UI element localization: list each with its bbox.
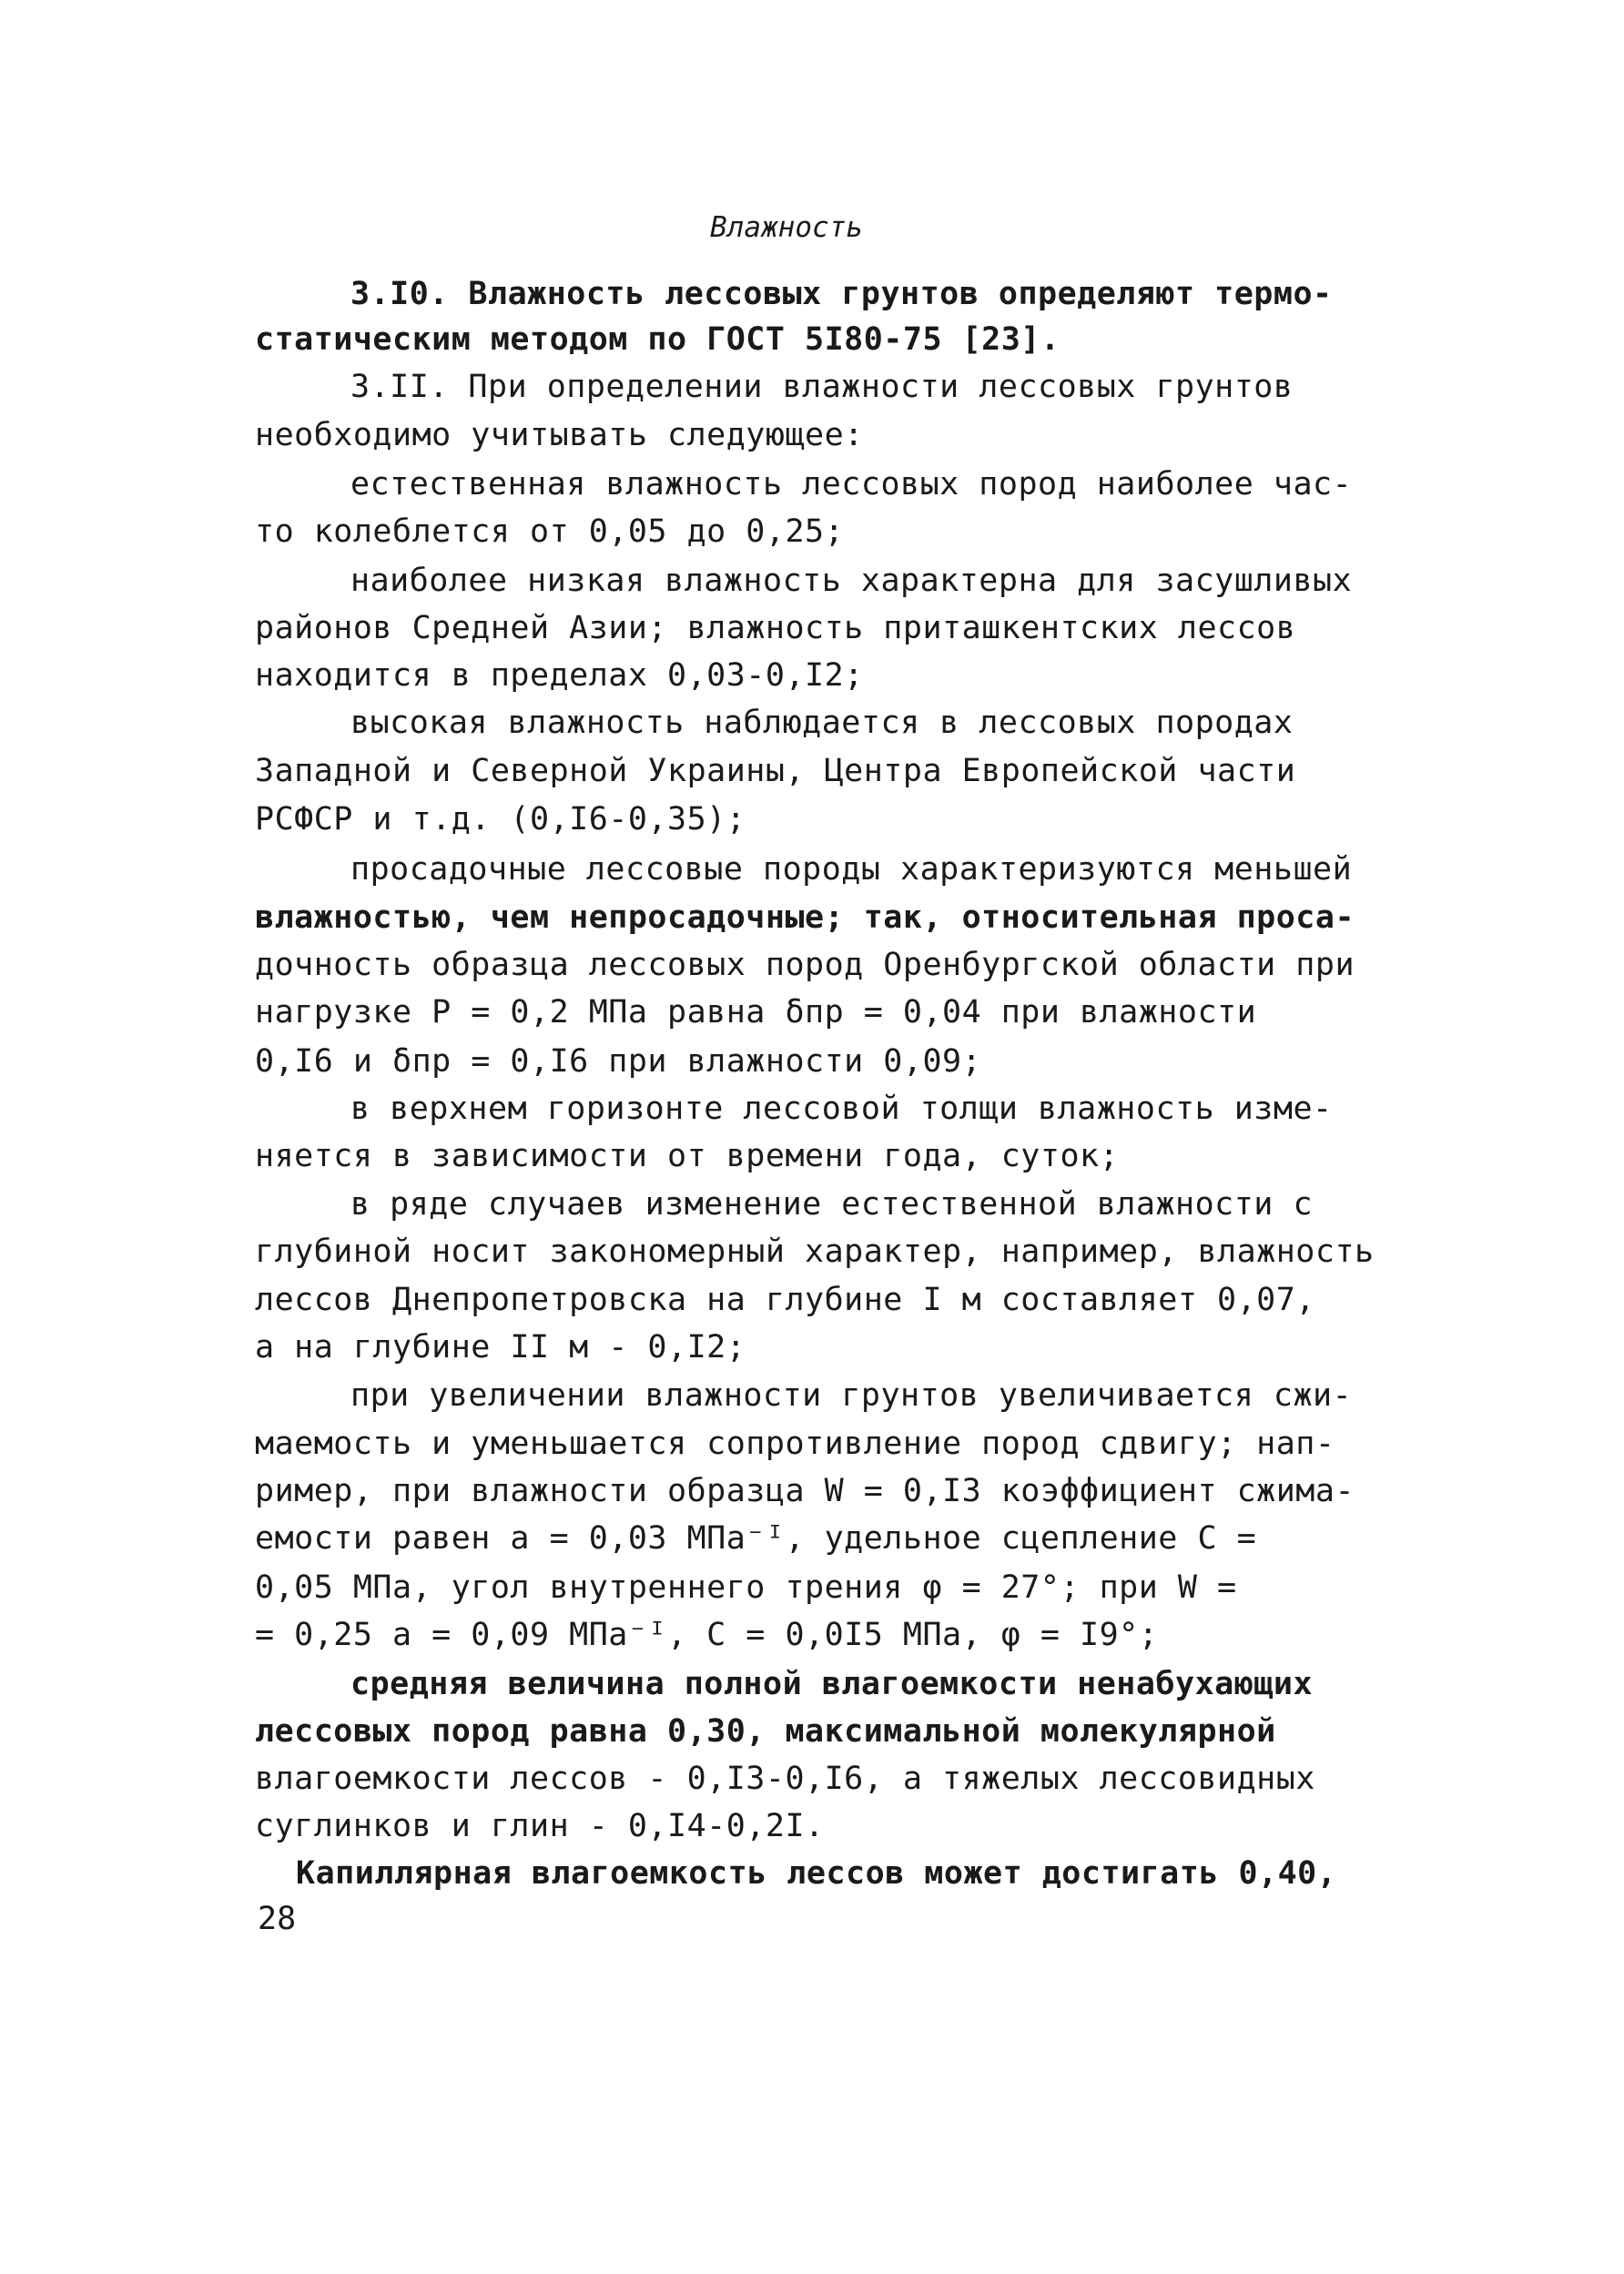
paragraph-line: наиболее низкая влажность характерна для засушливых (350, 563, 1353, 599)
paragraph-line: в верхнем горизонте лессовой толщи влажность изме- (350, 1091, 1333, 1127)
paragraph-line: в ряде случаев изменение естественной влажности с (350, 1186, 1314, 1223)
paragraph-line: маемость и уменьшается сопротивление пород сдвигу; нап- (255, 1426, 1335, 1462)
paragraph-line: при увеличении влажности грунтов увеличивается сжи- (350, 1377, 1353, 1414)
paragraph-line: влажностью, чем непросадочные; так, относительная проса- (255, 899, 1355, 936)
paragraph-line: Капиллярная влагоемкость лессов может достигать 0,40, (296, 1855, 1337, 1892)
paragraph-line: просадочные лессовые породы характеризуются меньшей (350, 851, 1353, 888)
paragraph-line: статическим методом по ГОСТ 5I80-75 [23]. (255, 321, 1061, 358)
paragraph-line: а на глубине II м - 0,I2; (255, 1329, 746, 1365)
paragraph-line: няется в зависимости от времени года, суток; (255, 1138, 1120, 1174)
section-title: Влажность (710, 211, 863, 244)
paragraph-line: высокая влажность наблюдается в лессовых породах (350, 705, 1294, 741)
paragraph-line: = 0,25 a = 0,09 МПа⁻ᴵ, C = 0,0I5 МПа, φ = I9°; (255, 1617, 1159, 1653)
paragraph-line: емости равен a = 0,03 МПа⁻ᴵ, удельное сцепление C = (255, 1520, 1257, 1557)
paragraph-line: то колеблется от 0,05 до 0,25; (255, 513, 845, 550)
paragraph-line: 0,I6 и δпр = 0,I6 при влажности 0,09; (255, 1043, 982, 1080)
paragraph-line: суглинков и глин - 0,I4-0,2I. (255, 1808, 825, 1844)
paragraph-line: ример, при влажности образца W = 0,I3 коэффициент сжима- (255, 1473, 1355, 1509)
paragraph-line: Западной и Северной Украины, Центра Европейской части (255, 753, 1296, 789)
page-number: 28 (258, 1901, 297, 1937)
paragraph-line: естественная влажность лессовых пород наиболее час- (350, 466, 1353, 503)
paragraph-line: находится в пределах 0,03-0,I2; (255, 657, 864, 694)
paragraph-line: 0,05 МПа, угол внутреннего трения φ = 27°; при W = (255, 1569, 1237, 1606)
paragraph-line: 3.I0. Влажность лессовых грунтов определяют термо- (350, 276, 1333, 312)
paragraph-line: глубиной носит закономерный характер, например, влажность (255, 1233, 1375, 1270)
paragraph-line: влагоемкости лессов - 0,I3-0,I6, а тяжелых лессовидных (255, 1761, 1315, 1797)
paragraph-line: дочность образца лессовых пород Оренбургской области при (255, 947, 1355, 983)
paragraph-line: районов Средней Азии; влажность приташкентских лессов (255, 610, 1296, 646)
paragraph-line: 3.II. При определении влажности лессовых грунтов (350, 369, 1294, 405)
paragraph-line: лессов Днепропетровска на глубине I м составляет 0,07, (255, 1282, 1315, 1318)
paragraph-line: лессовых пород равна 0,30, максимальной молекулярной (255, 1713, 1276, 1750)
paragraph-line: средняя величина полной влагоемкости ненабухающих (350, 1666, 1314, 1702)
paragraph-line: РСФСР и т.д. (0,I6-0,35); (255, 801, 746, 838)
paragraph-line: нагрузке P = 0,2 МПа равна δпр = 0,04 при влажности (255, 994, 1257, 1030)
paragraph-line: необходимо учитывать следующее: (255, 417, 864, 453)
